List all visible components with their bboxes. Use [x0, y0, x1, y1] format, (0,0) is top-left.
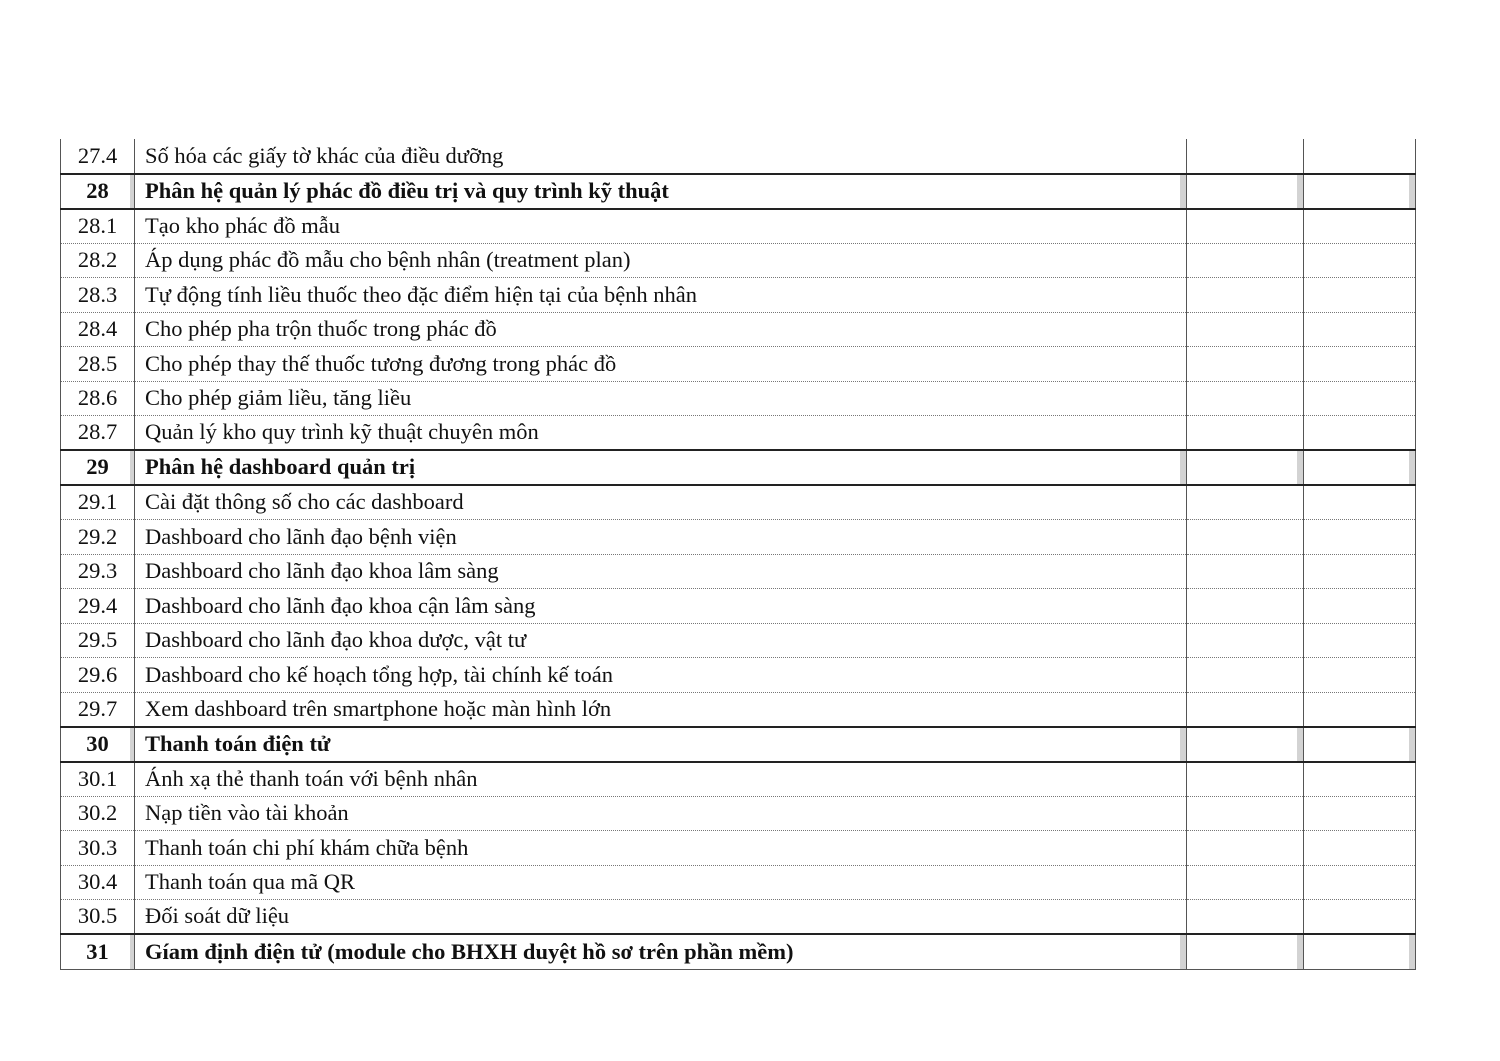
- empty-cell-a: [1187, 900, 1304, 935]
- empty-cell-a: [1187, 312, 1304, 347]
- item-description: Nạp tiền vào tài khoản: [135, 796, 1187, 831]
- empty-cell-b: [1304, 865, 1416, 900]
- table-row: [61, 243, 1416, 278]
- empty-cell-b: [1304, 312, 1416, 347]
- empty-cell-b: [1304, 554, 1416, 589]
- item-number: 30.5: [61, 900, 135, 935]
- empty-cell-a: [1187, 174, 1304, 209]
- item-description: Dashboard cho lãnh đạo khoa cận lâm sàng: [135, 589, 1187, 624]
- item-number: 28.4: [61, 312, 135, 347]
- item-number: 30.2: [61, 796, 135, 831]
- empty-cell-b: [1304, 796, 1416, 831]
- item-number: 28.6: [61, 381, 135, 416]
- item-description: Tự động tính liều thuốc theo đặc điểm hiện tại của bệnh nhân: [135, 278, 1187, 313]
- section-number: 30: [61, 727, 135, 762]
- item-description: Áp dụng phác đồ mẫu cho bệnh nhân (treatment plan): [135, 243, 1187, 278]
- empty-cell-b: [1304, 381, 1416, 416]
- item-number: 29.1: [61, 485, 135, 520]
- empty-cell-a: [1187, 278, 1304, 313]
- section-row: [61, 174, 1416, 209]
- empty-cell-b: [1304, 900, 1416, 935]
- item-number: 29.2: [61, 520, 135, 555]
- empty-cell-a: [1187, 762, 1304, 797]
- empty-cell-b: [1304, 762, 1416, 797]
- item-description: Cho phép thay thế thuốc tương đương trong phác đồ: [135, 347, 1187, 382]
- item-description: Cho phép giảm liều, tăng liều: [135, 381, 1187, 416]
- item-number: 30.1: [61, 762, 135, 797]
- empty-cell-a: [1187, 243, 1304, 278]
- requirements-table: [60, 139, 1416, 970]
- table-row: [61, 554, 1416, 589]
- table-row: [61, 623, 1416, 658]
- empty-cell-a: [1187, 796, 1304, 831]
- empty-cell-a: [1187, 658, 1304, 693]
- empty-cell-b: [1304, 589, 1416, 624]
- table-row: [61, 139, 1416, 174]
- empty-cell-b: [1304, 416, 1416, 451]
- item-number: 29.3: [61, 554, 135, 589]
- section-title: Phân hệ quản lý phác đồ điều trị và quy trình kỹ thuật: [135, 174, 1187, 209]
- table-row: [61, 589, 1416, 624]
- empty-cell-b: [1304, 139, 1416, 174]
- section-number: 31: [61, 934, 135, 969]
- section-title: Phân hệ dashboard quản trị: [135, 450, 1187, 485]
- item-number: 28.3: [61, 278, 135, 313]
- item-description: Số hóa các giấy tờ khác của điều dưỡng: [135, 139, 1187, 174]
- empty-cell-b: [1304, 174, 1416, 209]
- table-row: [61, 347, 1416, 382]
- item-number: 27.4: [61, 139, 135, 174]
- item-number: 28.2: [61, 243, 135, 278]
- empty-cell-a: [1187, 934, 1304, 969]
- empty-cell-a: [1187, 209, 1304, 244]
- item-description: Ánh xạ thẻ thanh toán với bệnh nhân: [135, 762, 1187, 797]
- empty-cell-b: [1304, 692, 1416, 727]
- empty-cell-a: [1187, 623, 1304, 658]
- table-row: [61, 658, 1416, 693]
- empty-cell-a: [1187, 727, 1304, 762]
- table-row: [61, 692, 1416, 727]
- empty-cell-a: [1187, 139, 1304, 174]
- empty-cell-b: [1304, 623, 1416, 658]
- item-description: Thanh toán qua mã QR: [135, 865, 1187, 900]
- empty-cell-b: [1304, 243, 1416, 278]
- section-title: Thanh toán điện tử: [135, 727, 1187, 762]
- item-number: 28.7: [61, 416, 135, 451]
- item-number: 29.4: [61, 589, 135, 624]
- item-number: 28.1: [61, 209, 135, 244]
- empty-cell-a: [1187, 692, 1304, 727]
- empty-cell-a: [1187, 520, 1304, 555]
- empty-cell-a: [1187, 416, 1304, 451]
- empty-cell-b: [1304, 934, 1416, 969]
- empty-cell-b: [1304, 278, 1416, 313]
- item-description: Dashboard cho kế hoạch tổng hợp, tài chính kế toán: [135, 658, 1187, 693]
- item-number: 29.6: [61, 658, 135, 693]
- item-description: Xem dashboard trên smartphone hoặc màn hình lớn: [135, 692, 1187, 727]
- section-row: [61, 727, 1416, 762]
- item-number: 29.5: [61, 623, 135, 658]
- table-row: [61, 312, 1416, 347]
- empty-cell-a: [1187, 450, 1304, 485]
- item-number: 28.5: [61, 347, 135, 382]
- section-row: [61, 450, 1416, 485]
- section-row: [61, 934, 1416, 969]
- item-description: Dashboard cho lãnh đạo khoa dược, vật tư: [135, 623, 1187, 658]
- table-row: [61, 831, 1416, 866]
- empty-cell-a: [1187, 865, 1304, 900]
- section-number: 28: [61, 174, 135, 209]
- item-description: Quản lý kho quy trình kỹ thuật chuyên môn: [135, 416, 1187, 451]
- empty-cell-b: [1304, 209, 1416, 244]
- item-description: Tạo kho phác đồ mẫu: [135, 209, 1187, 244]
- empty-cell-a: [1187, 554, 1304, 589]
- table-row: [61, 865, 1416, 900]
- item-description: Thanh toán chi phí khám chữa bệnh: [135, 831, 1187, 866]
- empty-cell-b: [1304, 727, 1416, 762]
- table-row: [61, 209, 1416, 244]
- table-row: [61, 278, 1416, 313]
- empty-cell-b: [1304, 520, 1416, 555]
- section-number: 29: [61, 450, 135, 485]
- table-body: [61, 139, 1416, 969]
- item-description: Đối soát dữ liệu: [135, 900, 1187, 935]
- empty-cell-b: [1304, 450, 1416, 485]
- empty-cell-a: [1187, 347, 1304, 382]
- table-row: [61, 416, 1416, 451]
- table-row: [61, 762, 1416, 797]
- table-row: [61, 381, 1416, 416]
- empty-cell-b: [1304, 485, 1416, 520]
- empty-cell-a: [1187, 831, 1304, 866]
- section-title: Gíam định điện tử (module cho BHXH duyệt hồ sơ trên phần mềm): [135, 934, 1187, 969]
- empty-cell-a: [1187, 485, 1304, 520]
- item-description: Cho phép pha trộn thuốc trong phác đồ: [135, 312, 1187, 347]
- table-row: [61, 900, 1416, 935]
- item-description: Dashboard cho lãnh đạo bệnh viện: [135, 520, 1187, 555]
- empty-cell-a: [1187, 589, 1304, 624]
- item-description: Dashboard cho lãnh đạo khoa lâm sàng: [135, 554, 1187, 589]
- item-number: 30.3: [61, 831, 135, 866]
- empty-cell-b: [1304, 347, 1416, 382]
- empty-cell-a: [1187, 381, 1304, 416]
- item-description: Cài đặt thông số cho các dashboard: [135, 485, 1187, 520]
- table-row: [61, 520, 1416, 555]
- empty-cell-b: [1304, 831, 1416, 866]
- table-row: [61, 485, 1416, 520]
- item-number: 30.4: [61, 865, 135, 900]
- table-row: [61, 796, 1416, 831]
- empty-cell-b: [1304, 658, 1416, 693]
- item-number: 29.7: [61, 692, 135, 727]
